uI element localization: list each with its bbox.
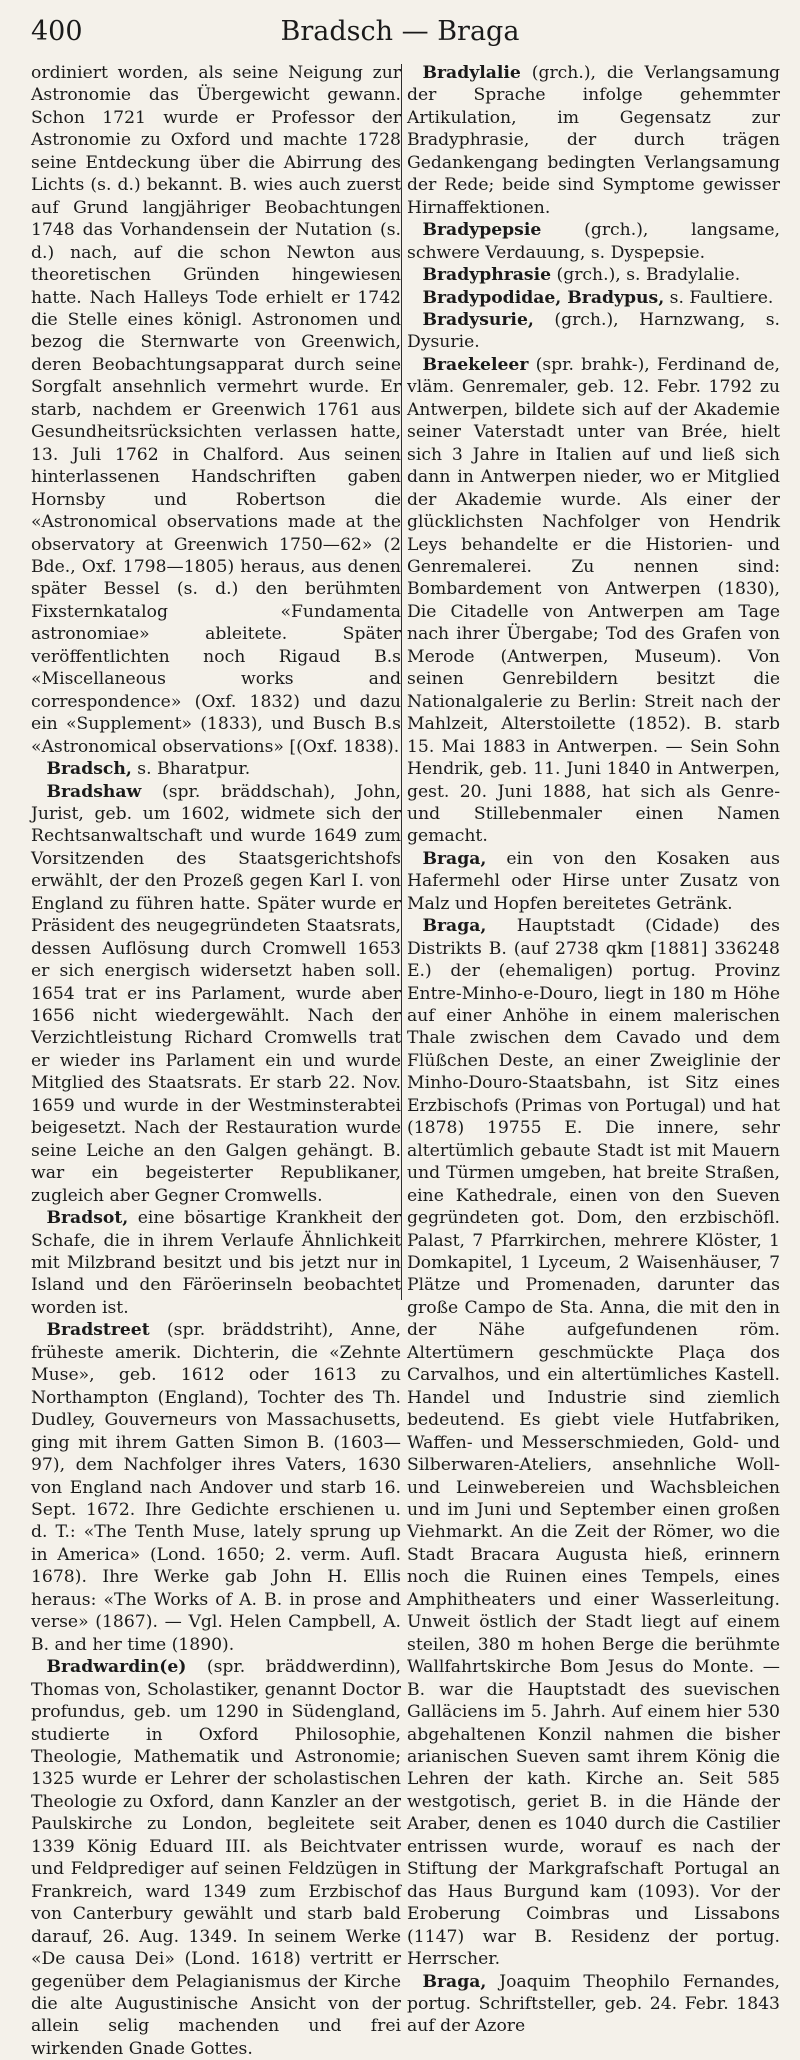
dictionary-entry: [407, 1971, 780, 2038]
dictionary-entry: [31, 62, 401, 758]
entry-headword: Bradwardin(e): [46, 1657, 187, 1678]
entry-text: (grch.), langsame, schwere Verdauung, s. Dyspepsie.: [407, 220, 780, 263]
dictionary-entry: [31, 1207, 401, 1319]
entry-headword: Bradylalie: [422, 63, 521, 83]
entry-headword: Bradypodidae, Bradypus,: [422, 287, 665, 308]
dictionary-entry: [407, 354, 780, 848]
entry-headword: Bradstreet: [46, 1320, 150, 1341]
dictionary-entry: [407, 915, 780, 1970]
dictionary-entry: [407, 287, 780, 309]
entry-headword: Braga,: [422, 916, 487, 937]
dictionary-entry: [31, 1319, 401, 1656]
dictionary-entry: [407, 848, 780, 915]
entry-headword: Braga,: [422, 848, 487, 869]
dictionary-entry: [31, 1656, 401, 2060]
dictionary-entry: [407, 62, 780, 219]
entry-text: s. Bharatpur.: [131, 759, 251, 780]
entry-headword: Braekeleer: [422, 354, 529, 375]
entry-text: eine bösartige Krankheit der Schafe, die in ihrem Verlaufe Ähnlichkeit mit Milzbrand besitzt und bis jetzt nur in Island und den Färöerinseln beobachtet worden ist.: [31, 1208, 401, 1318]
entry-headword: Bradysurie,: [422, 309, 534, 330]
entry-text: (spr. bräddstriht), Anne, früheste amerik. Dichterin, die «Zehnte Muse», geb. 1612 oder 1613 zu Northampton (England), Tochter des Th. Dudley, Gouverneurs von Massachusetts, ging mit ihrem Gatten Simon B. (1603—97), dem Nachfolger ihres Vaters, 1630 von England nach Andover und starb 16. Sept. 1672. Ihre Gedichte erschienen u. d. T.: «The Tenth Muse, lately sprung up in America» (Lond. 1650; 2. verm. Aufl. 1678). Ihre Werke gab John H. Ellis heraus: «The Works of A. B. in prose and verse» (1867). — Vgl. Helen Campbell, A. B. and her time (1890).: [31, 1320, 401, 1655]
left-column: [31, 62, 401, 2059]
entry-text: (grch.), s. Bradylalie.: [551, 265, 741, 286]
entry-headword: Bradsot,: [46, 1208, 129, 1229]
entry-text: ordiniert worden, als seine Neigung zur Astronomie das Übergewicht gewann. Schon 1721 wurde er Professor der Astronomie zu Oxford und machte 1728 seine Entdeckung über die Abirrung des Lichts (s. d.) bekannt. B. wies auch zuerst auf Grund langjähriger Beobachtungen 1748 das Vorhandensein der Nutation (s. d.) nach, auf die schon Newton aus theoretischen Gründen hingewiesen hatte. Nach Halleys Tode erhielt er 1742 die Stelle eines königl. Astronomen und bezog die Sternwarte von Greenwich, deren Beobachtungsapparat durch seine Sorgfalt ansehnlich vermehrt wurde. Er starb, nachdem er Greenwich 1761 aus Gesundheitsrücksichten verlassen hatte, 13. Juli 1762 in Chalford. Aus seinen hinterlassenen Handschriften gaben Hornsby und Robertson die «Astronomical observations made at the observatory at Greenwich 1750—62» (2 Bde., Oxf. 1798—1805) heraus, aus denen später Bessel (s. d.) den berühmten Fixsternkatalog «Fundamenta astronomiae» ableitete. Später veröffentlichten noch Rigaud B.s «Miscellaneous works and correspondence» (Oxf. 1832) und dazu ein «Supplement» (1833), und Busch B.s «Astronomical observations» [(Oxf. 1838).: [31, 63, 401, 757]
entry-text: Joaquim Theophilo Fernandes, portug. Schriftsteller, geb. 24. Febr. 1843 auf der Azore: [407, 1971, 780, 2037]
page-number: 400: [31, 16, 83, 47]
entry-text: Hauptstadt (Cidade) des Distrikts B. (auf 2738 qkm [1881] 336248 E.) der (ehemaligen) portug. Provinz Entre-Minho-e-Douro, liegt in 180 m Höhe auf einer Anhöhe in einem malerischen Thale zwischen dem Cavado und dem Flüßchen Deste, an einer Zweiglinie der Minho-Douro-Staatsbahn, ist Sitz eines Erzbischofs (Primas von Portugal) und hat (1878) 19755 E. Die innere, sehr altertümlich gebaute Stadt ist mit Mauern und Türmen umgeben, hat breite Straßen, eine Kathedrale, einen von den Sueven gegründeten got. Dom, den erzbischöfl. Palast, 7 Pfarrkirchen, mehrere Klöster, 1 Domkapitel, 1 Lyceum, 2 Waisenhäuser, 7 Plätze und Promenaden, darunter das große Campo de Sta. Anna, die mit den in der Nähe aufgefundenen röm. Altertümern geschmückte Plaça dos Carvalhos, und ein altertümliches Kastell. Handel und Industrie sind ziemlich bedeutend. Es giebt viele Hutfabriken, Waffen- und Messerschmieden, Gold- und Silberwaren-Ateliers, ansehnliche Woll- und Leinwebereien und Wachsbleichen und im Juni und September einen großen Viehmarkt. An die Zeit der Römer, wo die Stadt Bracara Augusta hieß, erinnern noch die Ruinen eines Tempels, eines Amphitheaters und einer Wasserleitung. Unweit östlich der Stadt liegt auf einem steilen, 380 m hohen Berge die berühmte Wallfahrtskirche Bom Jesus do Monte. — B. war die Hauptstadt des suevischen Galläciens im 5. Jahrh. Auf einem hier 530 abgehaltenen Konzil nahmen die bisher arianischen Sueven samt ihrem König die Lehren der kath. Kirche an. Seit 585 westgotisch, geriet B. in die Hände der Araber, denen es 1040 durch die Castilier entrissen wurde, worauf es nach der Stiftung der Markgrafschaft Portugal an das Haus Burgund kam (1093). Vor der Eroberung Coimbras und Lissabons (1147) war B. Residenz der portug. Herrscher.: [407, 916, 780, 1970]
entry-text: (grch.), Harnzwang, s. Dysurie.: [407, 309, 780, 353]
dictionary-entry: [407, 264, 780, 286]
dictionary-entry: [407, 309, 780, 354]
page-header: [0, 0, 800, 62]
entry-text: (spr. bräddschah), John, Jurist, geb. um 1602, widmete sich der Rechtsanwaltschaft und wurde 1649 zum Vorsitzenden des Staatsgerichtshofs erwählt, der den Prozeß gegen Karl I. von England zu führen hatte. Später wurde er Präsident des neugegründeten Staatsrats, dessen Auflösung durch Cromwell 1653 er sich energisch widersetzt haben soll. 1654 trat er ins Parlament, wurde aber 1656 nicht wiedergewählt. Nach der Verzichtleistung Richard Cromwells trat er wieder ins Parlament ein und wurde Mitglied des Staatsrats. Er starb 22. Nov. 1659 und wurde in der Westminsterabtei beigesetzt. Nach der Restauration wurde seine Leiche an den Galgen gehängt. B. war ein begeisterter Republikaner, zugleich aber Gegner Cromwells.: [31, 781, 401, 1206]
entry-headword: Bradsch,: [46, 759, 132, 780]
entry-text: s. Faultiere.: [664, 287, 774, 308]
entry-headword: Bradyphrasie: [422, 265, 552, 286]
entry-text: ein von den Kosaken aus Hafermehl oder Hirse unter Zusatz von Malz und Hopfen bereitetes Getränk.: [407, 848, 780, 914]
dictionary-entry: [407, 219, 780, 264]
right-column: [407, 62, 780, 2037]
dictionary-entry: [31, 781, 401, 1208]
entry-text: (spr. brahk-), Ferdinand de, vläm. Genremaler, geb. 12. Febr. 1792 zu Antwerpen, bildete sich auf der Akademie seiner Vaterstadt unter van Brée, hielt sich 3 Jahre in Italien auf und ließ sich dann in Antwerpen nieder, wo er Mitglied der Akademie wurde. Als einer der glücklichsten Nachfolger von Hendrik Leys behandelte er die Historien- und Genremalerei. Zu nennen sind: Bombardement von Antwerpen (1830), Die Citadelle von Antwerpen am Tage nach ihrer Übergabe; Tod des Grafen von Merode (Antwerpen, Museum). Von seinen Genrebildern besitzt die Nationalgalerie zu Berlin: Streit nach der Mahlzeit, Alterstoilette (1852). B. starb 15. Mai 1883 in Antwerpen. — Sein Sohn Hendrik, geb. 11. Juni 1840 in Antwerpen, gest. 20. Juni 1888, hat sich als Genre- und Stillebenmaler einen Namen gemacht.: [407, 354, 780, 847]
column-divider: [401, 64, 402, 1300]
entry-headword: Bradshaw: [46, 781, 142, 802]
running-title: Bradsch — Braga: [280, 16, 520, 47]
entry-text: (spr. bräddwerdinn), Thomas von, Scholastiker, genannt Doctor profundus, geb. um 1290 in Südengland, studierte in Oxford Philosophie, Theologie, Mathematik und Astronomie; 1325 wurde er Lehrer der scholastischen Theologie zu Oxford, dann Kanzler an der Paulskirche zu London, begleitete seit 1339 König Eduard III. als Beichtvater und Feldprediger auf seinen Feldzügen in Frankreich, ward 1349 zum Erzbischof von Canterbury gewählt und starb bald darauf, 26. Aug. 1349. In seinem Werke «De causa Dei» (Lond. 1618) vertritt er gegenüber dem Pelagianismus der Kirche die alte Augustinische Ansicht von der allein selig machenden und frei wirkenden Gnade Gottes.: [31, 1657, 401, 2059]
dictionary-entry: [31, 758, 401, 780]
entry-text: (grch.), die Verlangsamung der Sprache infolge gehemmter Artikulation, im Gegensatz zur Bradyphrasie, der durch trägen Gedankengang bedingten Verlangsamung der Rede; beide sind Symptome gewisser Hirnaffektionen.: [407, 63, 780, 218]
entry-headword: Bradypepsie: [422, 220, 542, 241]
entry-headword: Braga,: [422, 1971, 487, 1992]
